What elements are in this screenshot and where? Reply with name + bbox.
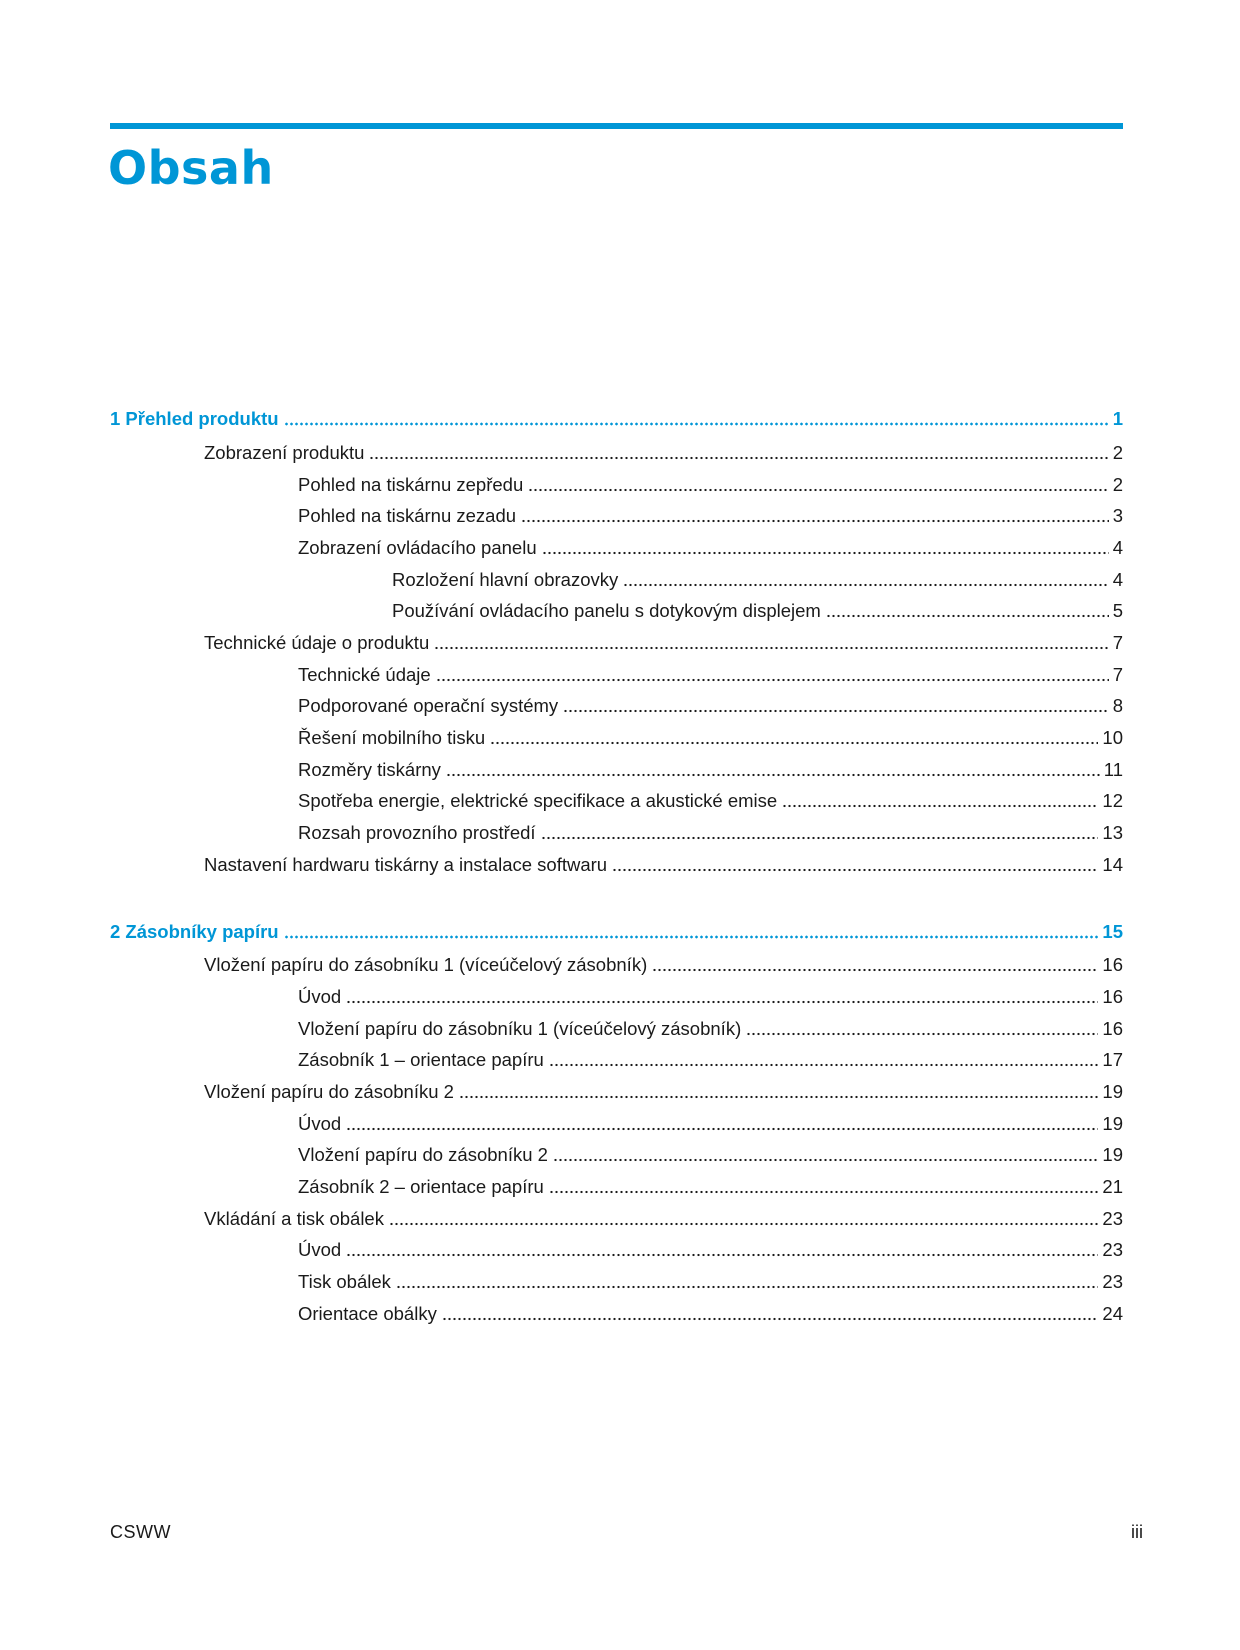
toc-entry[interactable] [298,503,1123,529]
dot-leader [459,1095,1099,1099]
toc-entry-page: 13 [1102,822,1123,843]
toc-entry-page: 4 [1112,569,1123,590]
toc-entry-label: Úvod [298,986,342,1007]
toc-entry-page: 2 [1112,442,1123,463]
dot-leader [549,1190,1099,1194]
toc-entry-label: Vložení papíru do zásobníku 2 [298,1144,548,1165]
toc-entry-page: 7 [1112,632,1123,653]
toc-entry-label: Rozložení hlavní obrazovky [392,569,619,590]
toc-entry-page: 10 [1102,727,1123,748]
dot-leader [436,678,1109,682]
toc-entry[interactable] [298,984,1123,1010]
toc-entry-page: 11 [1103,759,1123,780]
toc-entry-page: 16 [1102,1018,1123,1039]
toc-entry[interactable] [298,662,1123,688]
footer-page-number: iii [1131,1522,1143,1542]
dot-leader [490,741,1098,745]
toc-entry[interactable] [298,725,1123,751]
toc-entry-page: 16 [1102,954,1123,975]
toc-entry-label: Zásobník 1 – orientace papíru [298,1049,544,1070]
dot-leader [521,519,1109,523]
toc-entry[interactable] [298,1301,1123,1327]
toc-entry[interactable] [204,440,1123,466]
toc-entry[interactable] [204,952,1123,978]
title-rule [110,123,1123,129]
toc-entry-label: Úvod [298,1113,342,1134]
toc-entry-page: 3 [1112,505,1123,526]
toc-entry[interactable] [392,567,1123,593]
toc-entry-page: 19 [1102,1113,1123,1134]
toc-entry-label: Řešení mobilního tisku [298,727,486,748]
toc-entry[interactable] [204,1079,1123,1105]
dot-leader [284,935,1099,939]
dot-leader [434,646,1108,650]
toc-entry-label: Pohled na tiskárnu zepředu [298,474,524,495]
toc-entry-page: 16 [1102,986,1123,1007]
dot-leader [396,1285,1099,1289]
toc-entry-page: 19 [1102,1144,1123,1165]
toc-entry-label: Podporované operační systémy [298,695,559,716]
toc-entry[interactable] [298,1269,1123,1295]
page-title: Obsah [108,141,274,195]
dot-leader [446,773,1100,777]
toc-entry[interactable] [392,598,1123,624]
toc-entry-page: 14 [1102,854,1123,875]
toc-entry[interactable] [298,1047,1123,1073]
toc-entry-label: Orientace obálky [298,1303,437,1324]
dot-leader [528,488,1108,492]
toc-entry-label: 2 Zásobníky papíru [110,921,279,942]
toc-entry-page: 7 [1112,664,1123,685]
dot-leader [652,968,1098,972]
dot-leader [549,1063,1099,1067]
toc-entry-label: Vložení papíru do zásobníku 2 [204,1081,454,1102]
toc-entry[interactable] [298,472,1123,498]
toc-entry-label: Rozsah provozního prostředí [298,822,536,843]
toc-entry-label: Rozměry tiskárny [298,759,441,780]
dot-leader [389,1222,1098,1226]
toc-entry-page: 23 [1102,1208,1123,1229]
dot-leader [541,836,1099,840]
toc-entry-page: 8 [1112,695,1123,716]
toc-entry-page: 2 [1112,474,1123,495]
dot-leader [782,804,1098,808]
toc-entry-page: 4 [1112,537,1123,558]
toc-entry[interactable] [298,788,1123,814]
toc-entry-label: Technické údaje o produktu [204,632,430,653]
toc-entry-page: 12 [1102,790,1123,811]
dot-leader [563,709,1109,713]
toc-entry[interactable] [298,1016,1123,1042]
toc-entry-label: Technické údaje [298,664,431,685]
toc-entry-label: Používání ovládacího panelu s dotykovým displejem [392,600,821,621]
toc-entry[interactable] [298,535,1123,561]
toc-entry-page: 19 [1102,1081,1123,1102]
dot-leader [442,1317,1099,1321]
toc-entry-label: Vložení papíru do zásobníku 1 (víceúčelový zásobník) [204,954,648,975]
toc-entry[interactable] [204,1206,1123,1232]
dot-leader [542,551,1109,555]
toc-entry-page: 15 [1102,921,1123,942]
toc-entry-page: 24 [1102,1303,1123,1324]
toc-entry[interactable] [204,630,1123,656]
toc-chapter-entry[interactable] [110,919,1123,945]
toc-entry[interactable] [298,1174,1123,1200]
toc-entry-label: Zásobník 2 – orientace papíru [298,1176,544,1197]
dot-leader [369,456,1108,460]
toc-entry-label: Vložení papíru do zásobníku 1 (víceúčelový zásobník) [298,1018,742,1039]
toc-entry-label: 1 Přehled produktu [110,408,279,429]
dot-leader [284,422,1109,426]
toc-entry-label: Pohled na tiskárnu zezadu [298,505,517,526]
toc-entry[interactable] [298,693,1123,719]
dot-leader [826,614,1109,618]
dot-leader [346,1127,1098,1131]
dot-leader [623,583,1108,587]
dot-leader [346,1253,1098,1257]
toc-entry[interactable] [298,1111,1123,1137]
toc-entry-page: 5 [1112,600,1123,621]
toc-entry-label: Nastavení hardwaru tiskárny a instalace softwaru [204,854,608,875]
toc-entry-label: Spotřeba energie, elektrické specifikace a akustické emise [298,790,778,811]
toc-entry-page: 23 [1102,1239,1123,1260]
toc-entry-page: 21 [1102,1176,1123,1197]
toc-entry[interactable] [298,1142,1123,1168]
toc-entry-page: 1 [1112,408,1123,429]
dot-leader [612,868,1098,872]
dot-leader [746,1032,1098,1036]
toc-entry-label: Úvod [298,1239,342,1260]
toc-entry-label: Tisk obálek [298,1271,391,1292]
toc-entry-page: 23 [1102,1271,1123,1292]
toc-entry-label: Vkládání a tisk obálek [204,1208,384,1229]
toc-entry-page: 17 [1102,1049,1123,1070]
toc-entry-label: Zobrazení produktu [204,442,365,463]
toc-chapter-entry[interactable] [110,406,1123,432]
toc-entry[interactable] [298,757,1123,783]
toc-entry-label: Zobrazení ovládacího panelu [298,537,537,558]
toc-entry[interactable] [298,1237,1123,1263]
dot-leader [346,1000,1098,1004]
dot-leader [553,1158,1099,1162]
toc-entry[interactable] [298,820,1123,846]
toc-entry[interactable] [204,852,1123,878]
footer-doc-code: CSWW [110,1522,171,1542]
